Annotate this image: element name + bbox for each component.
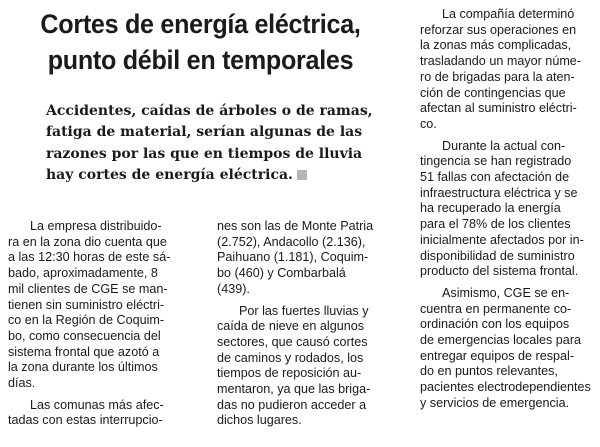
body-line: 51 fallas con afectación de	[420, 170, 570, 185]
body-line: la zona durante los últimos	[8, 360, 158, 375]
paragraph	[420, 7, 596, 133]
body-line: producto del sistema frontal.	[420, 264, 579, 279]
article-lead	[46, 101, 401, 187]
body-line: caída de nieve en algunos	[217, 319, 365, 334]
text-column-2	[217, 219, 403, 429]
body-line: Asimismo, CGE se en-	[442, 285, 570, 300]
body-line: dichos lugares.	[217, 413, 302, 428]
body-line: días.	[8, 376, 36, 391]
body-line: tadas con estas interrupcio-	[8, 413, 163, 428]
lead-line: razones por las que en tiempos de lluvia	[46, 145, 363, 162]
body-line: do en puntos relevantes,	[420, 364, 558, 379]
body-line: La compañía determinó	[442, 7, 575, 21]
body-line: afectan al suministro eléctri-	[420, 101, 577, 116]
body-line: ción de contingencias que	[420, 85, 566, 100]
body-line: sectores, que causó cortes	[217, 334, 368, 349]
body-line: y servicios de emergencia.	[420, 395, 570, 410]
body-line: a las 12:30 horas de este sá-	[8, 250, 171, 265]
body-line: entregar equipos de respal-	[420, 348, 575, 363]
body-line: La empresa distribuido-	[30, 219, 162, 233]
body-line: ro de brigadas para la aten-	[420, 69, 575, 84]
body-line: ra en la zona dio cuenta que	[8, 234, 167, 249]
body-line: ha recuperado la energía	[420, 201, 561, 216]
body-line: bo (460) y Combarbalá	[217, 266, 346, 281]
paragraph	[420, 139, 596, 280]
lead-end-square-icon	[297, 170, 307, 180]
body-line: bo, como consecuencia del	[8, 328, 161, 343]
body-line: tiempos de reposición au-	[217, 366, 362, 381]
body-line: das no pudieron acceder a	[217, 397, 367, 412]
body-line: trasladando un mayor núme-	[420, 54, 582, 69]
body-line: reforzar sus operaciones en	[420, 22, 577, 37]
body-line: nes son las de Monte Patria	[217, 219, 374, 233]
body-line: la zonas más complicadas,	[420, 38, 572, 53]
paragraph	[217, 304, 403, 430]
body-line: Durante la actual con-	[442, 138, 566, 153]
body-line: pacientes electrodependientes	[420, 380, 591, 395]
body-line: ordinación con los equipos	[420, 317, 570, 332]
body-line: de emergencias locales para	[420, 333, 582, 348]
body-line: infraestructura eléctrica y se	[420, 185, 578, 200]
paragraph	[8, 219, 194, 392]
lead-line: Accidentes, caídas de árboles o de ramas,	[46, 103, 373, 119]
paragraph	[217, 219, 403, 298]
body-line: co en la Región de Coquim-	[8, 313, 165, 328]
body-line: tingencia se han registrado	[420, 154, 572, 169]
body-line: para el 78% de los clientes	[420, 217, 571, 232]
text-column-1	[8, 219, 194, 429]
body-line: Paihuano (1.181), Coquim-	[217, 250, 369, 265]
body-line: Por las fuertes lluvias y	[239, 303, 369, 318]
body-line: de caminos y rodados, los	[217, 350, 364, 365]
body-line: (439).	[217, 281, 250, 296]
body-line: mentaron, ya que las briga-	[217, 382, 371, 397]
body-line: tienen sin suministro eléctri-	[8, 297, 165, 312]
body-line: cuentra en permanente co-	[420, 301, 572, 316]
paragraph	[8, 398, 194, 429]
body-line: bado, aproximadamente, 8	[8, 266, 158, 281]
paragraph	[420, 286, 596, 412]
body-line: co.	[420, 116, 437, 131]
lead-line: fatiga de material, serían algunas de las	[46, 124, 363, 141]
body-line: (2.752), Andacollo (2.136),	[217, 234, 366, 249]
body-line: Las comunas más afec-	[30, 397, 164, 412]
body-line: disponibilidad de suministro	[420, 248, 575, 263]
headline-line: Cortes de energía eléctrica,	[40, 9, 361, 39]
body-line: inicialmente afectados por in-	[420, 232, 584, 247]
body-line: mil clientes de CGE se man-	[8, 281, 168, 296]
headline-line: punto débil en temporales	[47, 45, 354, 75]
article-headline	[21, 6, 379, 78]
body-line: sistema frontal que azotó a	[8, 344, 160, 359]
lead-line-last: hay cortes de energía eléctrica.	[46, 165, 401, 186]
text-column-3	[420, 7, 596, 412]
